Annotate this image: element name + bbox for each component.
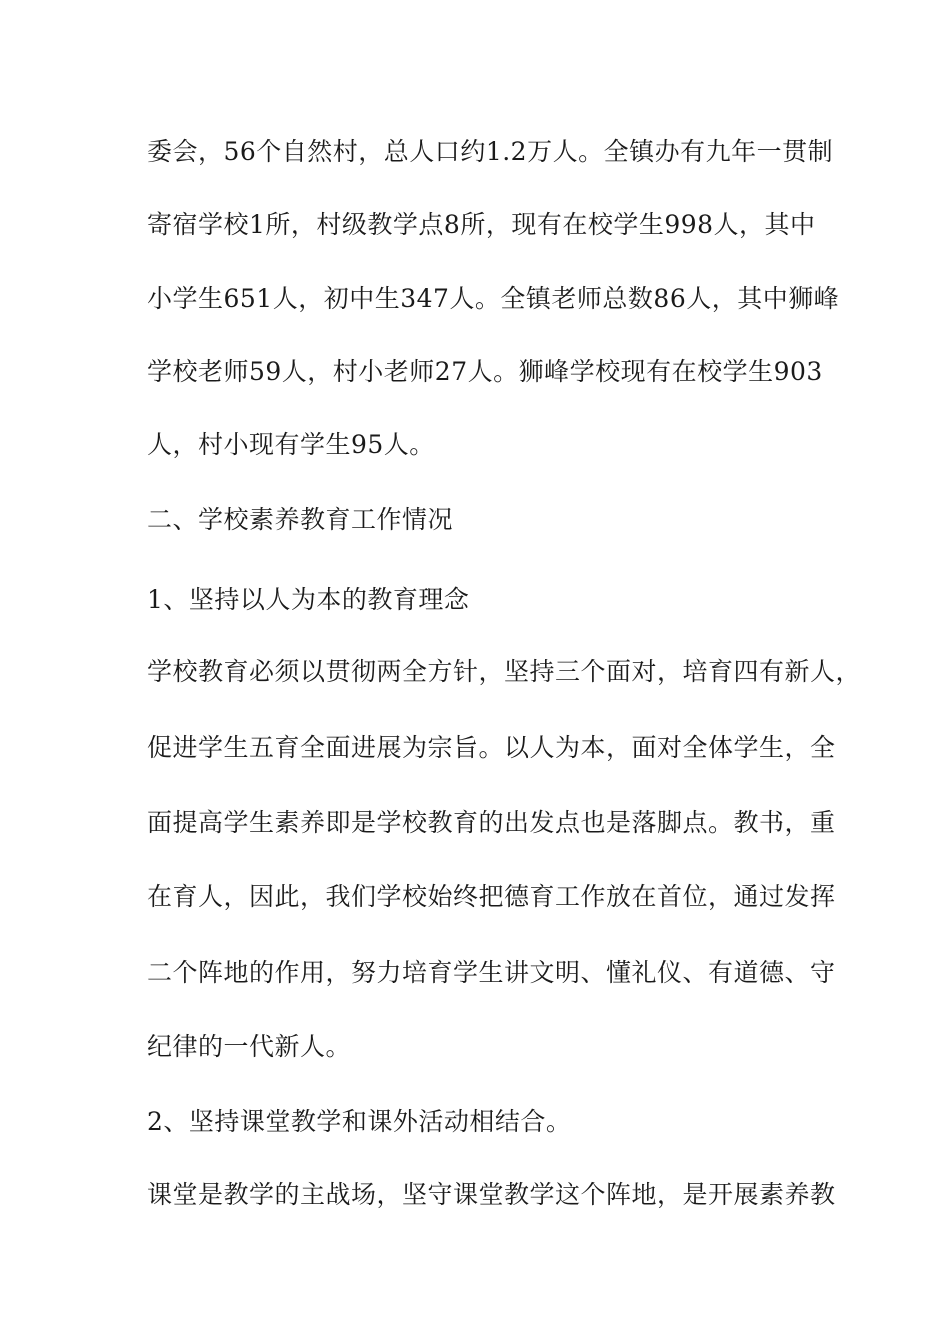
paragraph-line: 人，村小现有学生95人。 bbox=[147, 430, 435, 459]
paragraph-line: 学校教育必须以贯彻两全方针，坚持三个面对，培育四有新人， bbox=[147, 657, 862, 686]
subsection-heading: 1、坚持以人为本的教育理念 bbox=[147, 585, 470, 614]
paragraph-line: 课堂是教学的主战场，坚守课堂教学这个阵地，是开展素养教 bbox=[147, 1180, 836, 1209]
paragraph-line: 纪律的一代新人。 bbox=[147, 1032, 352, 1061]
subsection-heading: 2、坚持课堂教学和课外活动相结合。 bbox=[147, 1107, 572, 1136]
paragraph-line: 寄宿学校1所，村级教学点8所，现有在校学生998人，其中 bbox=[147, 210, 816, 239]
paragraph-line: 学校老师59人，村小老师27人。狮峰学校现有在校学生903 bbox=[147, 357, 823, 386]
paragraph-line: 二个阵地的作用，努力培育学生讲文明、懂礼仪、有道德、守 bbox=[147, 958, 836, 987]
section-heading: 二、学校素养教育工作情况 bbox=[147, 505, 454, 534]
paragraph-line: 促进学生五育全面进展为宗旨。以人为本，面对全体学生，全 bbox=[147, 733, 836, 762]
paragraph-line: 在育人，因此，我们学校始终把德育工作放在首位，通过发挥 bbox=[147, 882, 836, 911]
paragraph-line: 委会，56个自然村，总人口约1.2万人。全镇办有九年一贯制 bbox=[147, 137, 834, 166]
paragraph-line: 面提高学生素养即是学校教育的出发点也是落脚点。教书，重 bbox=[147, 808, 836, 837]
paragraph-line: 小学生651人，初中生347人。全镇老师总数86人，其中狮峰 bbox=[147, 284, 840, 313]
